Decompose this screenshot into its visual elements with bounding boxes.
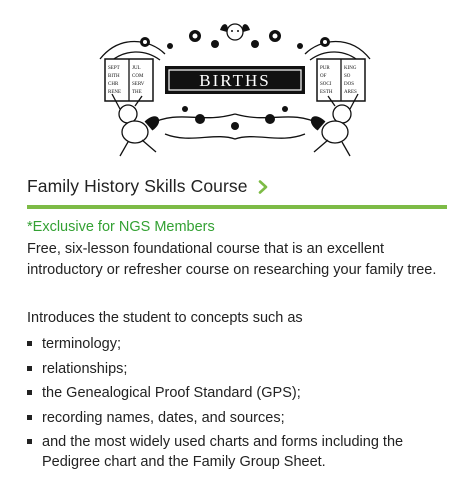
topics-intro: Introduces the student to concepts such as: [27, 310, 303, 326]
svg-text:BITH: BITH: [108, 74, 120, 79]
course-title[interactable]: Family History Skills Course: [27, 176, 248, 196]
list-item-text: terminology;: [42, 336, 121, 352]
list-item-text: relationships;: [42, 360, 128, 377]
svg-text:OF: OF: [320, 74, 327, 79]
course-description: Free, six-lesson foundational course that is an excellent introductory or refresher course on researching your family tree.: [27, 241, 437, 278]
svg-text:CHR: CHR: [108, 82, 119, 87]
svg-text:THE: THE: [132, 90, 142, 95]
list-item: [27, 432, 447, 472]
list-item-text: the Genealogical Proof Standard (GPS);: [42, 385, 301, 401]
svg-text:COM: COM: [132, 74, 144, 79]
svg-text:KING: KING: [344, 66, 357, 71]
list-item-text: and the most widely used charts and forms including the Pedigree chart and the Family Group Sheet.: [42, 434, 404, 470]
svg-text:SOCI: SOCI: [320, 82, 332, 87]
births-engraving-image: [90, 14, 380, 164]
svg-text:ESTH: ESTH: [320, 90, 333, 95]
svg-text:ARES: ARES: [344, 90, 357, 95]
list-item: [27, 383, 447, 403]
svg-text:JUL: JUL: [132, 66, 141, 71]
svg-text:SERV: SERV: [132, 82, 145, 87]
square-bullet-icon: [27, 439, 32, 444]
square-bullet-icon: [27, 390, 32, 395]
svg-text:PUR: PUR: [320, 66, 330, 71]
svg-text:SO: SO: [344, 74, 351, 79]
svg-text:SEPT: SEPT: [108, 66, 120, 71]
members-exclusive-note: *Exclusive for NGS Members: [27, 219, 215, 235]
list-item: [27, 408, 447, 428]
list-item: [27, 334, 447, 354]
chevron-right-icon[interactable]: [258, 180, 268, 194]
list-item-text: recording names, dates, and sources;: [42, 409, 285, 426]
square-bullet-icon: [27, 341, 32, 346]
course-title-link[interactable]: [27, 176, 268, 197]
banner-word: BIRTHS: [199, 71, 271, 90]
square-bullet-icon: [27, 415, 32, 420]
green-divider: [27, 205, 447, 209]
svg-text:RENE: RENE: [108, 90, 122, 95]
list-item: [27, 359, 447, 379]
topics-list: [27, 334, 447, 477]
square-bullet-icon: [27, 366, 32, 371]
svg-text:DOS: DOS: [344, 82, 355, 87]
